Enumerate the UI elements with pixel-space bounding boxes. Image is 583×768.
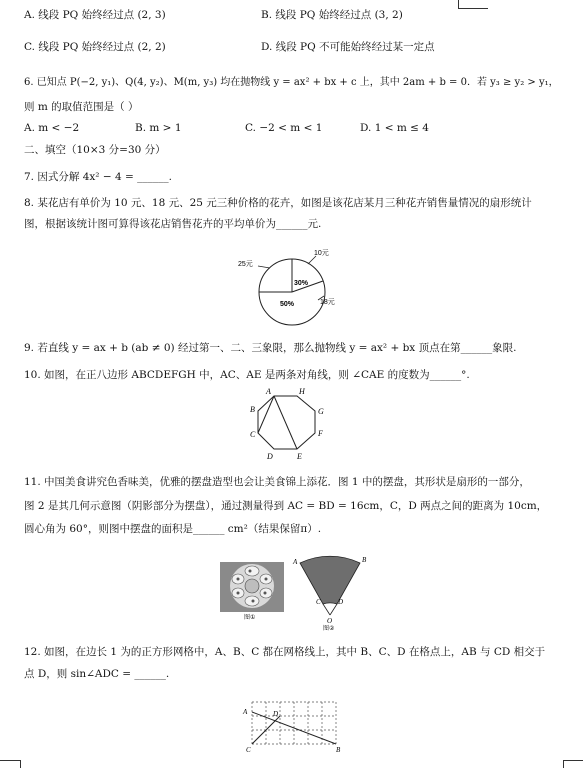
q6-option-a: A. m < −2: [24, 122, 80, 134]
sector-label-o: O: [327, 617, 333, 625]
diagonal-ae: [274, 396, 297, 449]
q12-stem-line2: 点 D，则 sin∠ADC = ______.: [24, 668, 170, 680]
section-heading-fill-in: 二、填空（10×3 分=30 分）: [24, 144, 166, 156]
vertex-label-f: F: [318, 429, 323, 438]
q6-stem-line1: 6. 已知点 P(−2, y₁)、Q(4, y₂)、M(m, y₃) 均在抛物线 y = ax² + bx + c 上，其中 2am + b = 0．若 y₃ ≥ y₂ > y₁，: [24, 77, 559, 88]
grid-figure: [242, 696, 346, 754]
q7-stem: 7. 因式分解 4x² − 4 = ______.: [24, 171, 172, 183]
q6-option-b: B. m > 1: [135, 122, 182, 134]
q12-stem-line1: 12. 如图，在边长 1 为的正方形网格中，A、B、C 都在网格线上，其中 B、C、D 在格点上，AB 与 CD 相交于: [24, 646, 546, 658]
figure1-caption: 图①: [244, 614, 256, 620]
pie-percent-50: 50%: [280, 301, 295, 308]
q6-stem-line2: 则 m 的取值范围是（ ）: [24, 101, 139, 113]
q6-option-c: C. −2 < m < 1: [245, 122, 323, 134]
q11-stem-line1: 11. 中国美食讲究色香味美，优雅的摆盘造型也会让美食锦上添花．图 1 中的摆盘，其形状是扇形的一部分，: [24, 476, 530, 488]
corner-mark-top-right-v: [458, 0, 459, 8]
corner-mark-bottom-left-h: [0, 760, 20, 761]
q5-option-c: C. 线段 PQ 始终经过点 (2, 2): [24, 41, 166, 53]
sector-label-b: B: [362, 556, 367, 564]
vertex-label-e: E: [297, 452, 302, 461]
octagon-shape: [258, 396, 315, 449]
sector-label-c: C: [316, 598, 321, 606]
pie-leader-25: [258, 266, 270, 268]
octagon-figure: [245, 384, 333, 464]
q5-option-d: D. 线段 PQ 不可能始终经过某一定点: [261, 41, 435, 53]
corner-mark-bottom-right-h: [563, 760, 583, 761]
pie-percent-30: 30%: [294, 280, 309, 287]
vertex-label-c: C: [250, 430, 256, 439]
vertex-label-b: B: [250, 405, 255, 414]
corner-mark-bottom-right-v: [563, 760, 564, 768]
pie-label-25: 25元: [238, 261, 253, 268]
grid-label-a: A: [243, 708, 248, 716]
pie-label-10: 10元: [314, 250, 329, 257]
q6-option-d: D. 1 < m ≤ 4: [360, 122, 429, 134]
vertex-label-h: H: [299, 387, 305, 396]
sector-label-a: A: [293, 558, 298, 566]
pie-label-18: 18元: [320, 299, 335, 306]
q11-stem-line2: 图 2 是其几何示意图（阴影部分为摆盘），通过测量得到 AC = BD = 16cm，C，D 两点之间的距离为 10cm，: [24, 500, 548, 512]
pie-chart-figure: [232, 246, 350, 328]
q5-option-b: B. 线段 PQ 始终经过点 (3, 2): [261, 9, 403, 21]
q10-stem: 10. 如图，在正八边形 ABCDEFGH 中，AC、AE 是两条对角线，则 ∠CAE 的度数为______°.: [24, 369, 470, 381]
pie-leader-10: [308, 256, 316, 264]
sector-figure: [288, 548, 372, 632]
grid-label-c: C: [246, 746, 251, 754]
q11-stem-line3: 圆心角为 60°，则图中摆盘的面积是______ cm²（结果保留π）.: [24, 523, 322, 535]
figure2-caption: 图②: [323, 625, 335, 632]
q8-stem-line2: 图，根据该统计图可算得该花店销售花卉的平均单价为______元.: [24, 218, 322, 230]
plate-photo-figure: [220, 562, 284, 620]
q8-stem-line1: 8. 某花店有单价为 10 元、18 元、25 元三种价格的花卉，如图是该花店某月三种花卉销售量情况的扇形统计: [24, 197, 532, 209]
sector-shaded-region: [300, 556, 360, 604]
vertex-label-d: D: [267, 452, 273, 461]
diagonal-ac: [258, 396, 274, 433]
vertex-label-a: A: [266, 387, 271, 396]
q9-stem: 9. 若直线 y = ax + b (ab ≠ 0) 经过第一、二、三象限，那么抛物线 y = ax² + bx 顶点在第______象限.: [24, 342, 517, 354]
vertex-label-g: G: [318, 407, 324, 416]
grid-label-d: D: [273, 710, 279, 718]
q5-option-a: A. 线段 PQ 始终经过点 (2, 3): [24, 9, 166, 21]
sector-label-d: D: [338, 598, 344, 606]
grid-label-b: B: [336, 746, 341, 754]
corner-mark-bottom-left-v: [20, 760, 21, 768]
corner-mark-top-right-h: [458, 8, 488, 9]
